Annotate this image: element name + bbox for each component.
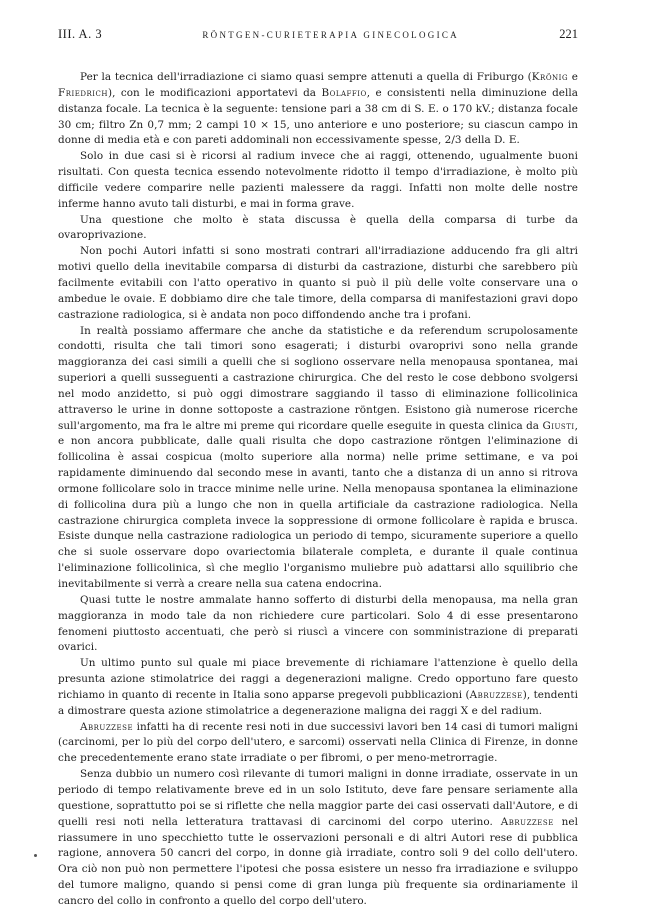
text-run: e (568, 71, 578, 83)
page-number: 221 (559, 27, 578, 41)
author-name: Abruzzese (469, 688, 523, 701)
text-run: Senza dubbio un numero così rilevante di tumori maligni in donne irradiate, osservate in un periodo di tempo relativamente breve ed in un solo Istituto, deve fare pensare seriamente alla questione, soprattutto poi se si riflette che nella maggior parte dei casi osservati dall'Autore, e di quelli resi noti nella letteratura trattavasi di carcinomi del corpo uterino. (58, 768, 578, 828)
paragraph (58, 656, 578, 719)
text-run: Un ultimo punto sul quale mi piace brevemente di richiamare l'attenzione è quello della presunta azione stimolatrice dei raggi a degenerazioni maligne. Credo opportuno fare questo richiamo in quanto di recente in Italia sono apparse pregevoli pubblicazioni ( (58, 657, 578, 701)
text-run: nel riassumere in uno specchietto tutte le osservazioni personali e di altri Autori rese di pubblica ragione, annovera 50 cancri del corpo, in donne già irradiate, contro soli 9 del collo dell'utero. Ora ciò non può non permettere l'ipotesi che possa esistere un nesso fra irradiazione e sviluppo del tumore maligno, quando si pensi come di gran lunga più frequente sia ordinariamente il cancro del collo in confronto a quello del corpo dell'utero. (58, 815, 578, 907)
text-run: ), tendenti a dimostrare questa azione stimolatrice a degenerazione maligna dei raggi X e del radium. (58, 688, 578, 717)
author-name: Krönig (531, 71, 569, 83)
page (58, 26, 578, 910)
text-run: Una questione che molto è stata discussa è quella della comparsa di turbe da ovaroprivazione. (58, 213, 578, 242)
paragraph (58, 244, 578, 323)
text-run: ), con le modificazioni apportatevi da (107, 86, 322, 99)
author-name: Abruzzese (80, 720, 134, 733)
margin-dot (34, 854, 37, 857)
author-name: Abruzzese (500, 815, 554, 828)
paragraph (58, 324, 578, 593)
text-run: In realtà possiamo affermare che anche da statistiche e da referendum scrupolosamente condotti, risulta che tali timori sono esagerati; i disturbi ovaroprivi sono nella grande maggioranza dei casi simili a quelli che si sogliono osservare nella menopausa spontanea, mai superiori a quelli susseguenti a castrazione chirurgica. Che del resto le cose debbono svolgersi nel modo anzidetto, si può oggi dimostrare saggiando il tasso di eliminazione follicolinica attraverso le urine in donne sottoposte a castrazione röntgen. Esistono già numerose ricerche sull'argomento, ma fra le altre mi preme qui ricordare quelle eseguite in questa clinica da (58, 324, 578, 432)
paragraph (58, 149, 578, 212)
text-run: , e non ancora pubblicate, dalle quali risulta che dopo castrazione röntgen l'eliminazione di follicolina è assai cospicua (molto superiore alla norma) nelle prime settimane, e va poi rapidamente diminuendo dal secondo mese in avanti, tanto che a distanza di un anno si ritrova ormone follicolare solo in tracce minime nelle urine. Nella menopausa spontanea la eliminazione di follicolina dura più a lungo che non in quella artificiale da castrazione radiologica. Nella castrazione chirurgica completa invece la soppressione di ormone follicolare è rapida e brusca. Esiste dunque nella castrazione radiologica un periodo di tempo, sicuramente superiore a quello che si suole osservare dopo ovariectomia bilaterale completa, e durante il quale continua l'eliminazione follicolinica, sì che meglio l'organismo muliebre può adattarsi allo squilibrio che inevitabilmente si verrà a creare nella sua catena endocrina. (58, 419, 578, 590)
paragraph (58, 593, 578, 656)
running-header (58, 26, 578, 44)
text-run: , e consistenti nella diminuzione della distanza focale. La tecnica è la seguente: tensione pari a 38 cm di S. E. o 170 kV.; distanza focale 30 cm; filtro Zn 0,7 mm; 2 campi 10 × 15, uno anteriore e uno posteriore; su ciascun campo in donne di media età e con pareti addominali non eccessivamente spesse, 2/3 della D. E. (58, 86, 578, 147)
running-title: RÖNTGEN-CURIETERAPIA GINECOLOGICA (202, 30, 459, 40)
text-run: Non pochi Autori infatti si sono mostrati contrari all'irradiazione adducendo fra gli altri motivi quello della inevitabile comparsa di disturbi da castrazione, disturbi che sarebbero più facilmente evitabili con l'atto operativo in quanto si può il più delle volte conservare una o ambedue le ovaie. E dobbiamo dire che tale timore, della comparsa di manifestazioni gravi dopo castrazione radiologica, si è andata non poco diffondendo anche tra i profani. (58, 245, 578, 321)
section-number: III. A. 3 (58, 27, 103, 41)
paragraph (58, 70, 578, 149)
author-name: Bolaffio (321, 86, 367, 99)
paragraph (58, 720, 578, 768)
body-text (58, 70, 578, 910)
author-name: Giusti (542, 419, 575, 432)
text-run: Solo in due casi si è ricorsi al radium invece che ai raggi, ottenendo, ugualmente buoni risultati. Con questa tecnica essendo notevolmente ridotto il tempo d'irradiazione, è molto più difficile vedere comparire nelle pazienti malessere da raggi. Infatti non molte delle nostre inferme hanno avuto tali disturbi, e mai in forma grave. (58, 150, 578, 210)
text-run: infatti ha di recente resi noti in due successivi lavori ben 14 casi di tumori maligni (carcinomi, per lo più del corpo dell'utero, e sarcomi) osservati nella Clinica di Firenze, in donne che precedentemente erano state irradiate o per fibromi, o per meno-metrorragie. (58, 720, 578, 765)
paragraph (58, 767, 578, 910)
text-run: Quasi tutte le nostre ammalate hanno sofferto di disturbi della menopausa, ma nella gran maggioranza in modo tale da non richiedere cure particolari. Solo 4 di esse presentarono fenomeni piuttosto accentuati, che però si riuscì a vincere con somministrazione di preparati ovarici. (58, 593, 578, 654)
text-run: Per la tecnica dell'irradiazione ci siamo quasi sempre attenuti a quella di Friburgo ( (80, 71, 532, 83)
paragraph (58, 213, 578, 245)
author-name: Friedrich (58, 86, 108, 99)
